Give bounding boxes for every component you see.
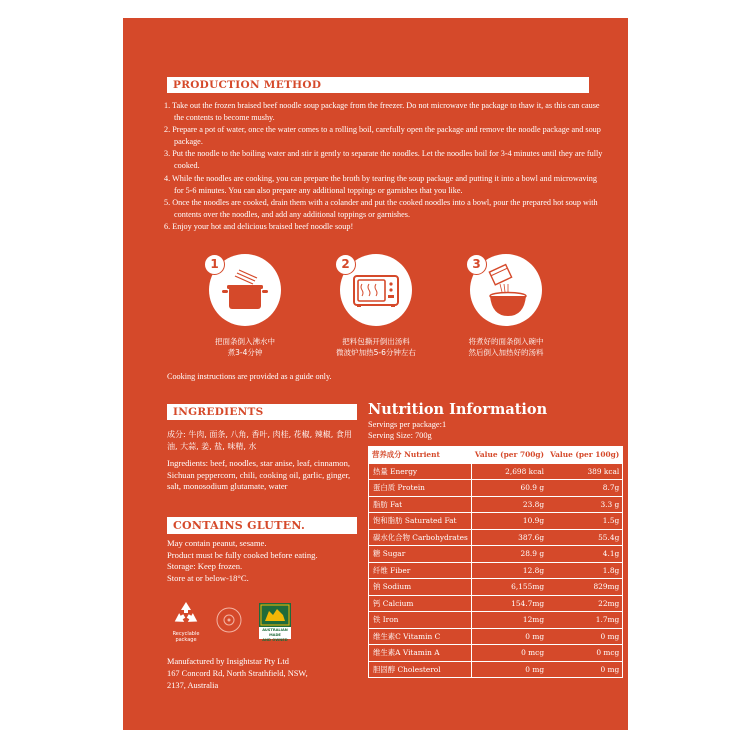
table-row (369, 612, 623, 629)
step-1-caption (185, 336, 305, 358)
value-700g: 0 mg (471, 661, 547, 678)
step-3-caption-line2: 然后倒入加热好的汤料 (468, 348, 544, 357)
recycle-icon (172, 600, 200, 632)
australian-made-label (257, 628, 293, 643)
nutrient-name: 热量 Energy (369, 463, 472, 480)
ingredients-chinese: 成分: 牛肉, 面条, 八角, 香叶, 肉桂, 花椒, 辣椒, 食用油, 大蒜, 姜, 盐, 味精, 水 (167, 430, 352, 451)
nutrient-name: 维生素A Vitamin A (369, 645, 472, 662)
nutrient-name: 钠 Sodium (369, 579, 472, 596)
recyclable-label-line1: Recyclable (172, 631, 200, 637)
step-6: 6. Enjoy your hot and delicious braised beef noodle soup! (164, 221, 354, 231)
step-2-caption-line1: 把料包撕开倒出汤料 (342, 337, 410, 346)
step-5: 5. Once the noodles are cooked, drain them with a colander and put the cooked noodles into a bowl, pour the prepared hot soup with contents over the noodles, and add any additional toppings or garnishes. (164, 197, 598, 219)
step-3-caption-line1: 将煮好的面条倒入碗中 (468, 337, 544, 346)
step-3-caption (446, 336, 566, 358)
value-700g: 10.9g (471, 513, 547, 530)
nutrient-name: 脂肪 Fat (369, 496, 472, 513)
table-row (369, 595, 623, 612)
nutrition-header-row (369, 447, 623, 464)
per-700g-header: Value (per 700g) (471, 447, 547, 464)
gluten-title: CONTAINS GLUTEN. (173, 519, 306, 532)
table-row (369, 628, 623, 645)
table-row (369, 579, 623, 596)
package-back-panel (123, 18, 628, 730)
production-steps (164, 100, 604, 233)
value-700g: 12mg (471, 612, 547, 629)
gluten-banner (167, 517, 357, 534)
nutrient-header: 营养成分 Nutrient (369, 447, 472, 464)
value-700g: 154.7mg (471, 595, 547, 612)
ingredients-title: INGREDIENTS (173, 406, 264, 418)
value-700g: 0 mcg (471, 645, 547, 662)
step-number-1: 1 (204, 254, 225, 275)
value-100g: 55.4g (547, 529, 623, 546)
manufacturer-line3: 2137, Australia (167, 681, 219, 691)
manufacturer-line1: Manufactured by Insightstar Pty Ltd (167, 657, 289, 666)
value-100g: 0 mcg (547, 645, 623, 662)
step-3: 3. Put the noodle to the boiling water and stir it gently to separate the noodles. Let the noodles boil for 3-4 minutes until they are fully cooked. (164, 149, 603, 171)
table-row (369, 645, 623, 662)
step-4: 4. While the noodles are cooking, you can prepare the broth by tearing the soup package and putting it into a bowl and microwaving for 5-6 minutes. You can also prepare any additional toppings or garnishes that you like. (164, 173, 597, 195)
value-100g: 1.7mg (547, 612, 623, 629)
value-100g: 22mg (547, 595, 623, 612)
certification-seal-icon (215, 606, 243, 638)
servings-per-package: Servings per package:1 (368, 420, 447, 429)
value-700g: 6,155mg (471, 579, 547, 596)
per-100g-header: Value (per 100g) (547, 447, 623, 464)
ingredients-english: Ingredients: beef, noodles, star anise, leaf, cinnamon, Sichuan peppercorn, chili, cooking oil, garlic, ginger, salt, monosodium glutamate, water (167, 458, 351, 492)
value-100g: 0 mg (547, 628, 623, 645)
step-number-2: 2 (335, 254, 356, 275)
nutrient-name: 碳水化合物 Carbohydrates (369, 529, 472, 546)
value-100g: 0 mg (547, 661, 623, 678)
step-1-caption-line2: 煮3-4分钟 (227, 348, 263, 357)
table-row (369, 529, 623, 546)
table-row (369, 562, 623, 579)
value-700g: 60.9 g (471, 480, 547, 497)
nutrient-name: 纤维 Fiber (369, 562, 472, 579)
table-row (369, 661, 623, 678)
value-700g: 387.6g (471, 529, 547, 546)
recyclable-package-label (166, 631, 206, 643)
value-100g: 389 kcal (547, 463, 623, 480)
table-row (369, 513, 623, 530)
value-700g: 12.8g (471, 562, 547, 579)
value-700g: 28.9 g (471, 546, 547, 563)
table-row (369, 546, 623, 563)
allergen-line: May contain peanut, sesame. (167, 538, 267, 548)
production-method-banner (167, 77, 589, 93)
nutrient-name: 饱和脂肪 Saturated Fat (369, 513, 472, 530)
ingredients-banner (167, 404, 357, 420)
cooking-warning-line: Product must be fully cooked before eating. (167, 549, 318, 560)
nutrient-name: 蛋白质 Protein (369, 480, 472, 497)
cooking-note: Cooking instructions are provided as a guide only. (167, 372, 332, 381)
manufacturer-line2: 167 Concord Rd, North Strathfield, NSW, (167, 669, 308, 679)
value-100g: 4.1g (547, 546, 623, 563)
value-700g: 2,698 kcal (471, 463, 547, 480)
allergen-storage-info (167, 538, 357, 584)
production-method-title: PRODUCTION METHOD (173, 79, 322, 91)
step-2-caption (316, 336, 436, 358)
nutrient-name: 钙 Calcium (369, 595, 472, 612)
table-row (369, 496, 623, 513)
table-row (369, 463, 623, 480)
value-100g: 8.7g (547, 480, 623, 497)
storage-line: Storage: Keep frozen. (167, 561, 243, 572)
temperature-line: Store at or below-18°C. (167, 572, 249, 583)
recyclable-label-line2: package (175, 637, 197, 643)
step-1: 1. Take out the frozen braised beef noodle soup package from the freezer. Do not microwave the package to thaw it, as this can cause the contents to become mushy. (164, 101, 600, 123)
australian-made-line1: AUSTRALIAN MADE (262, 628, 288, 637)
serving-size: Serving Size: 700g (368, 431, 432, 440)
step-1-caption-line1: 把面条倒入沸水中 (215, 337, 275, 346)
step-2-caption-line2: 微波炉加热5-6分钟左右 (336, 348, 416, 357)
value-100g: 1.8g (547, 562, 623, 579)
step-number-3: 3 (466, 254, 487, 275)
nutrient-name: 糖 Sugar (369, 546, 472, 563)
value-100g: 1.5g (547, 513, 623, 530)
value-700g: 23.8g (471, 496, 547, 513)
nutrient-name: 维生素C Vitamin C (369, 628, 472, 645)
value-700g: 0 mg (471, 628, 547, 645)
value-100g: 3.3 g (547, 496, 623, 513)
australian-made-line2: AND OWNED (262, 638, 288, 642)
nutrition-title: Nutrition Information (368, 401, 548, 418)
nutrient-name: 铁 Iron (369, 612, 472, 629)
table-row (369, 480, 623, 497)
nutrition-table (368, 446, 623, 678)
step-2: 2. Prepare a pot of water, once the water comes to a rolling boil, carefully open the package and remove the noodle package and soup package. (164, 125, 601, 147)
value-100g: 829mg (547, 579, 623, 596)
manufacturer-info (167, 656, 308, 693)
nutrient-name: 胆固醇 Cholesterol (369, 661, 472, 678)
